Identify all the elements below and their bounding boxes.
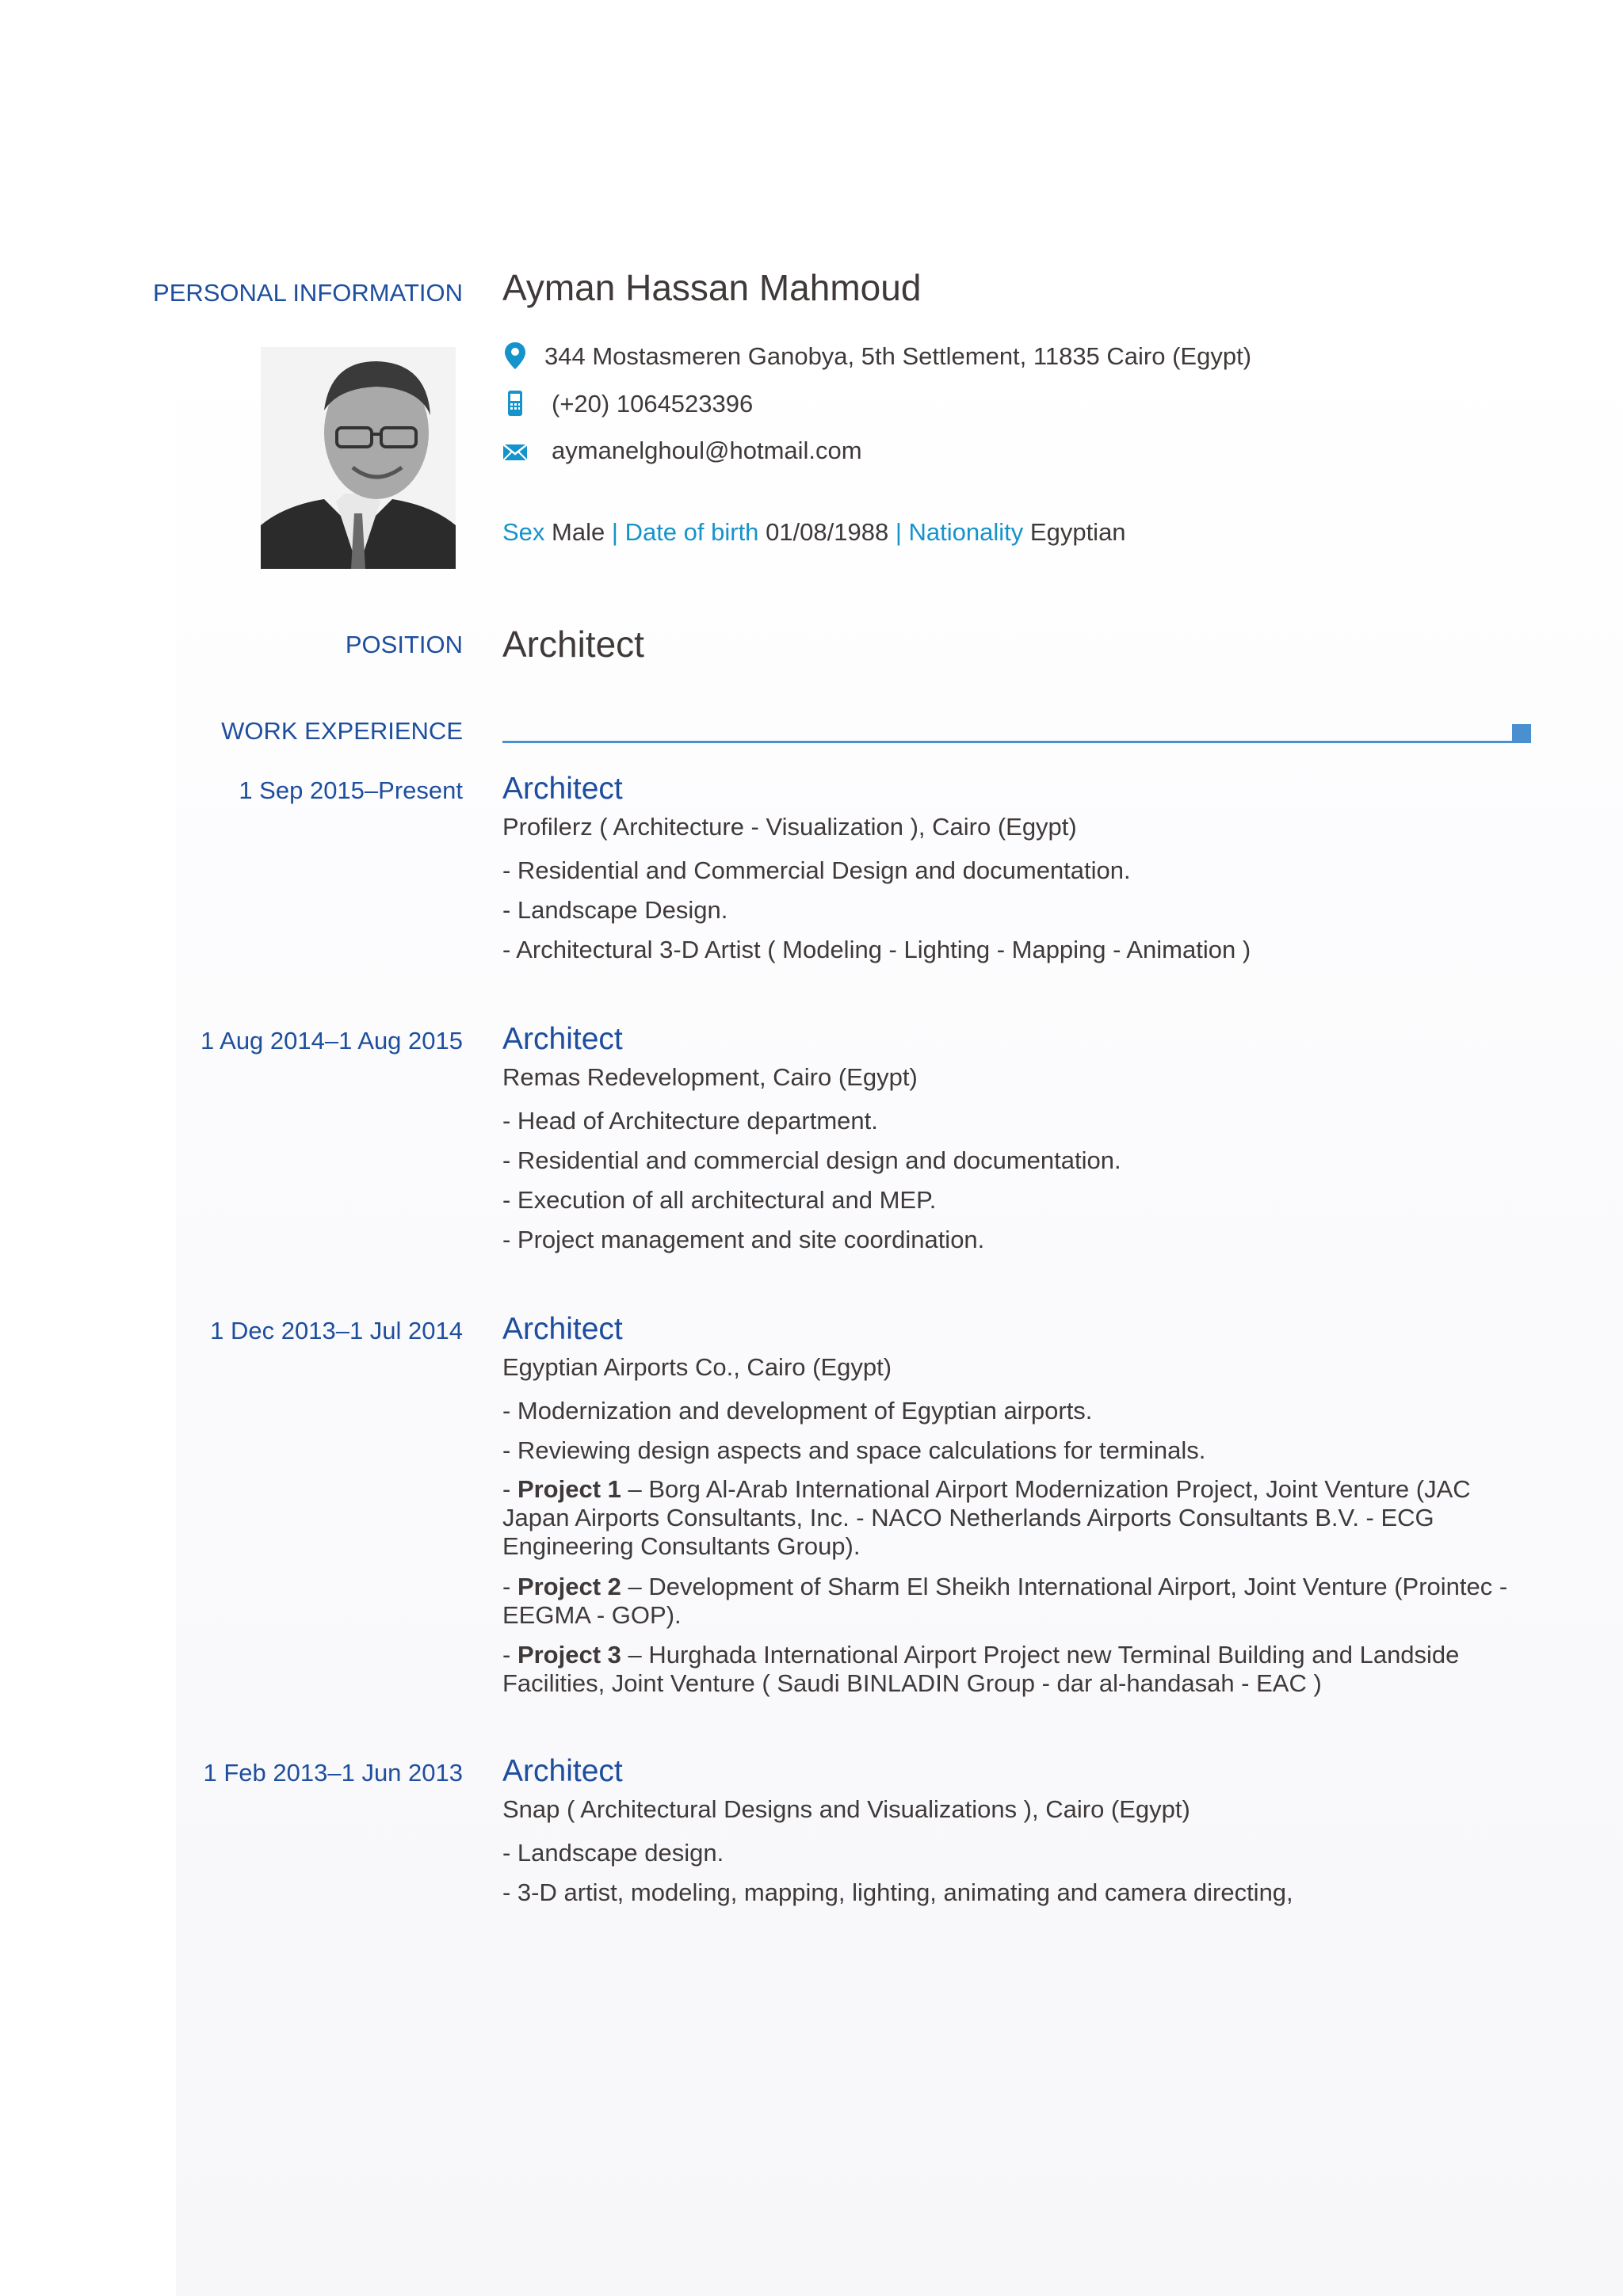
mobile-phone-icon: [502, 388, 528, 418]
dob-label: Date of birth: [624, 518, 759, 546]
section-label-position: POSITION: [345, 631, 463, 658]
job-title: Architect: [502, 772, 623, 806]
job-bullet: - Residential and Commercial Design and documentation.: [502, 856, 1131, 884]
job-project: - Project 2 – Development of Sharm El Sheikh International Airport, Joint Venture (Prointec - EEGMA - GOP).: [502, 1573, 1508, 1629]
nationality-value: Egyptian: [1029, 518, 1126, 546]
sex-label: Sex: [502, 518, 545, 546]
email-link[interactable]: aymanelghoul@hotmail.com: [552, 437, 862, 464]
job-dates: 1 Dec 2013–1 Jul 2014: [210, 1317, 463, 1344]
address-text: 344 Mostasmeren Ganobya, 5th Settlement, 11835 Cairo (Egypt): [544, 342, 1252, 370]
project-label: Project 1: [517, 1475, 621, 1503]
job-employer: Snap ( Architectural Designs and Visualizations ), Cairo (Egypt): [502, 1795, 1190, 1823]
section-label-personal-information: PERSONAL INFORMATION: [153, 279, 463, 307]
job-bullet: - Execution of all architectural and MEP.: [502, 1186, 937, 1214]
sex-value: Male: [552, 518, 605, 546]
nationality-label: Nationality: [908, 518, 1024, 546]
page-shading: [176, 317, 1623, 2296]
section-divider-marker: [1512, 724, 1531, 743]
job-title: Architect: [502, 1312, 623, 1346]
job-project: - Project 1 – Borg Al-Arab International Airport Modernization Project, Joint Venture (JAC Japan Airports Consultants, Inc. - NACO Netherlands Airports Consultants B.V. - ECG Engineering Consultants Group).: [502, 1475, 1471, 1560]
envelope-icon: [502, 437, 528, 467]
job-bullet: - Modernization and development of Egyptian airports.: [502, 1397, 1093, 1425]
separator: |: [895, 518, 902, 546]
section-label-work-experience: WORK EXPERIENCE: [221, 717, 463, 745]
job-employer: Egyptian Airports Co., Cairo (Egypt): [502, 1353, 892, 1381]
job-dates: 1 Aug 2014–1 Aug 2015: [200, 1027, 463, 1055]
job-title: Architect: [502, 1754, 623, 1788]
job-bullet: - Project management and site coordination.: [502, 1226, 985, 1253]
section-divider: [502, 741, 1512, 743]
position-value: Architect: [502, 624, 644, 665]
job-dates: 1 Feb 2013–1 Jun 2013: [203, 1759, 463, 1787]
job-bullet: - Residential and commercial design and documentation.: [502, 1146, 1121, 1174]
dob-value: 01/08/1988: [766, 518, 889, 546]
job-title: Architect: [502, 1022, 623, 1056]
job-employer: Remas Redevelopment, Cairo (Egypt): [502, 1063, 918, 1091]
person-name: Ayman Hassan Mahmoud: [502, 267, 922, 308]
project-label: Project 2: [517, 1573, 621, 1600]
job-project: - Project 3 – Hurghada International Airport Project new Terminal Building and Landside Facilities, Joint Venture ( Saudi BINLADIN Group - dar al-handasah - EAC ): [502, 1641, 1460, 1697]
job-bullet: - 3-D artist, modeling, mapping, lighting, animating and camera directing,: [502, 1878, 1293, 1906]
location-pin-icon: [502, 341, 528, 371]
job-bullet: - Architectural 3-D Artist ( Modeling - Lighting - Mapping - Animation ): [502, 936, 1251, 963]
job-bullet: - Landscape Design.: [502, 896, 728, 924]
job-bullet: - Head of Architecture department.: [502, 1107, 878, 1135]
job-bullet: - Landscape design.: [502, 1839, 724, 1867]
job-dates: 1 Sep 2015–Present: [239, 776, 463, 804]
project-label: Project 3: [517, 1641, 621, 1669]
profile-photo: [261, 347, 456, 569]
separator: |: [611, 518, 618, 546]
job-employer: Profilerz ( Architecture - Visualization ), Cairo (Egypt): [502, 813, 1077, 841]
phone-text[interactable]: (+20) 1064523396: [552, 390, 754, 418]
personal-details-line: [502, 518, 1126, 547]
job-bullet: - Reviewing design aspects and space calculations for terminals.: [502, 1436, 1206, 1464]
